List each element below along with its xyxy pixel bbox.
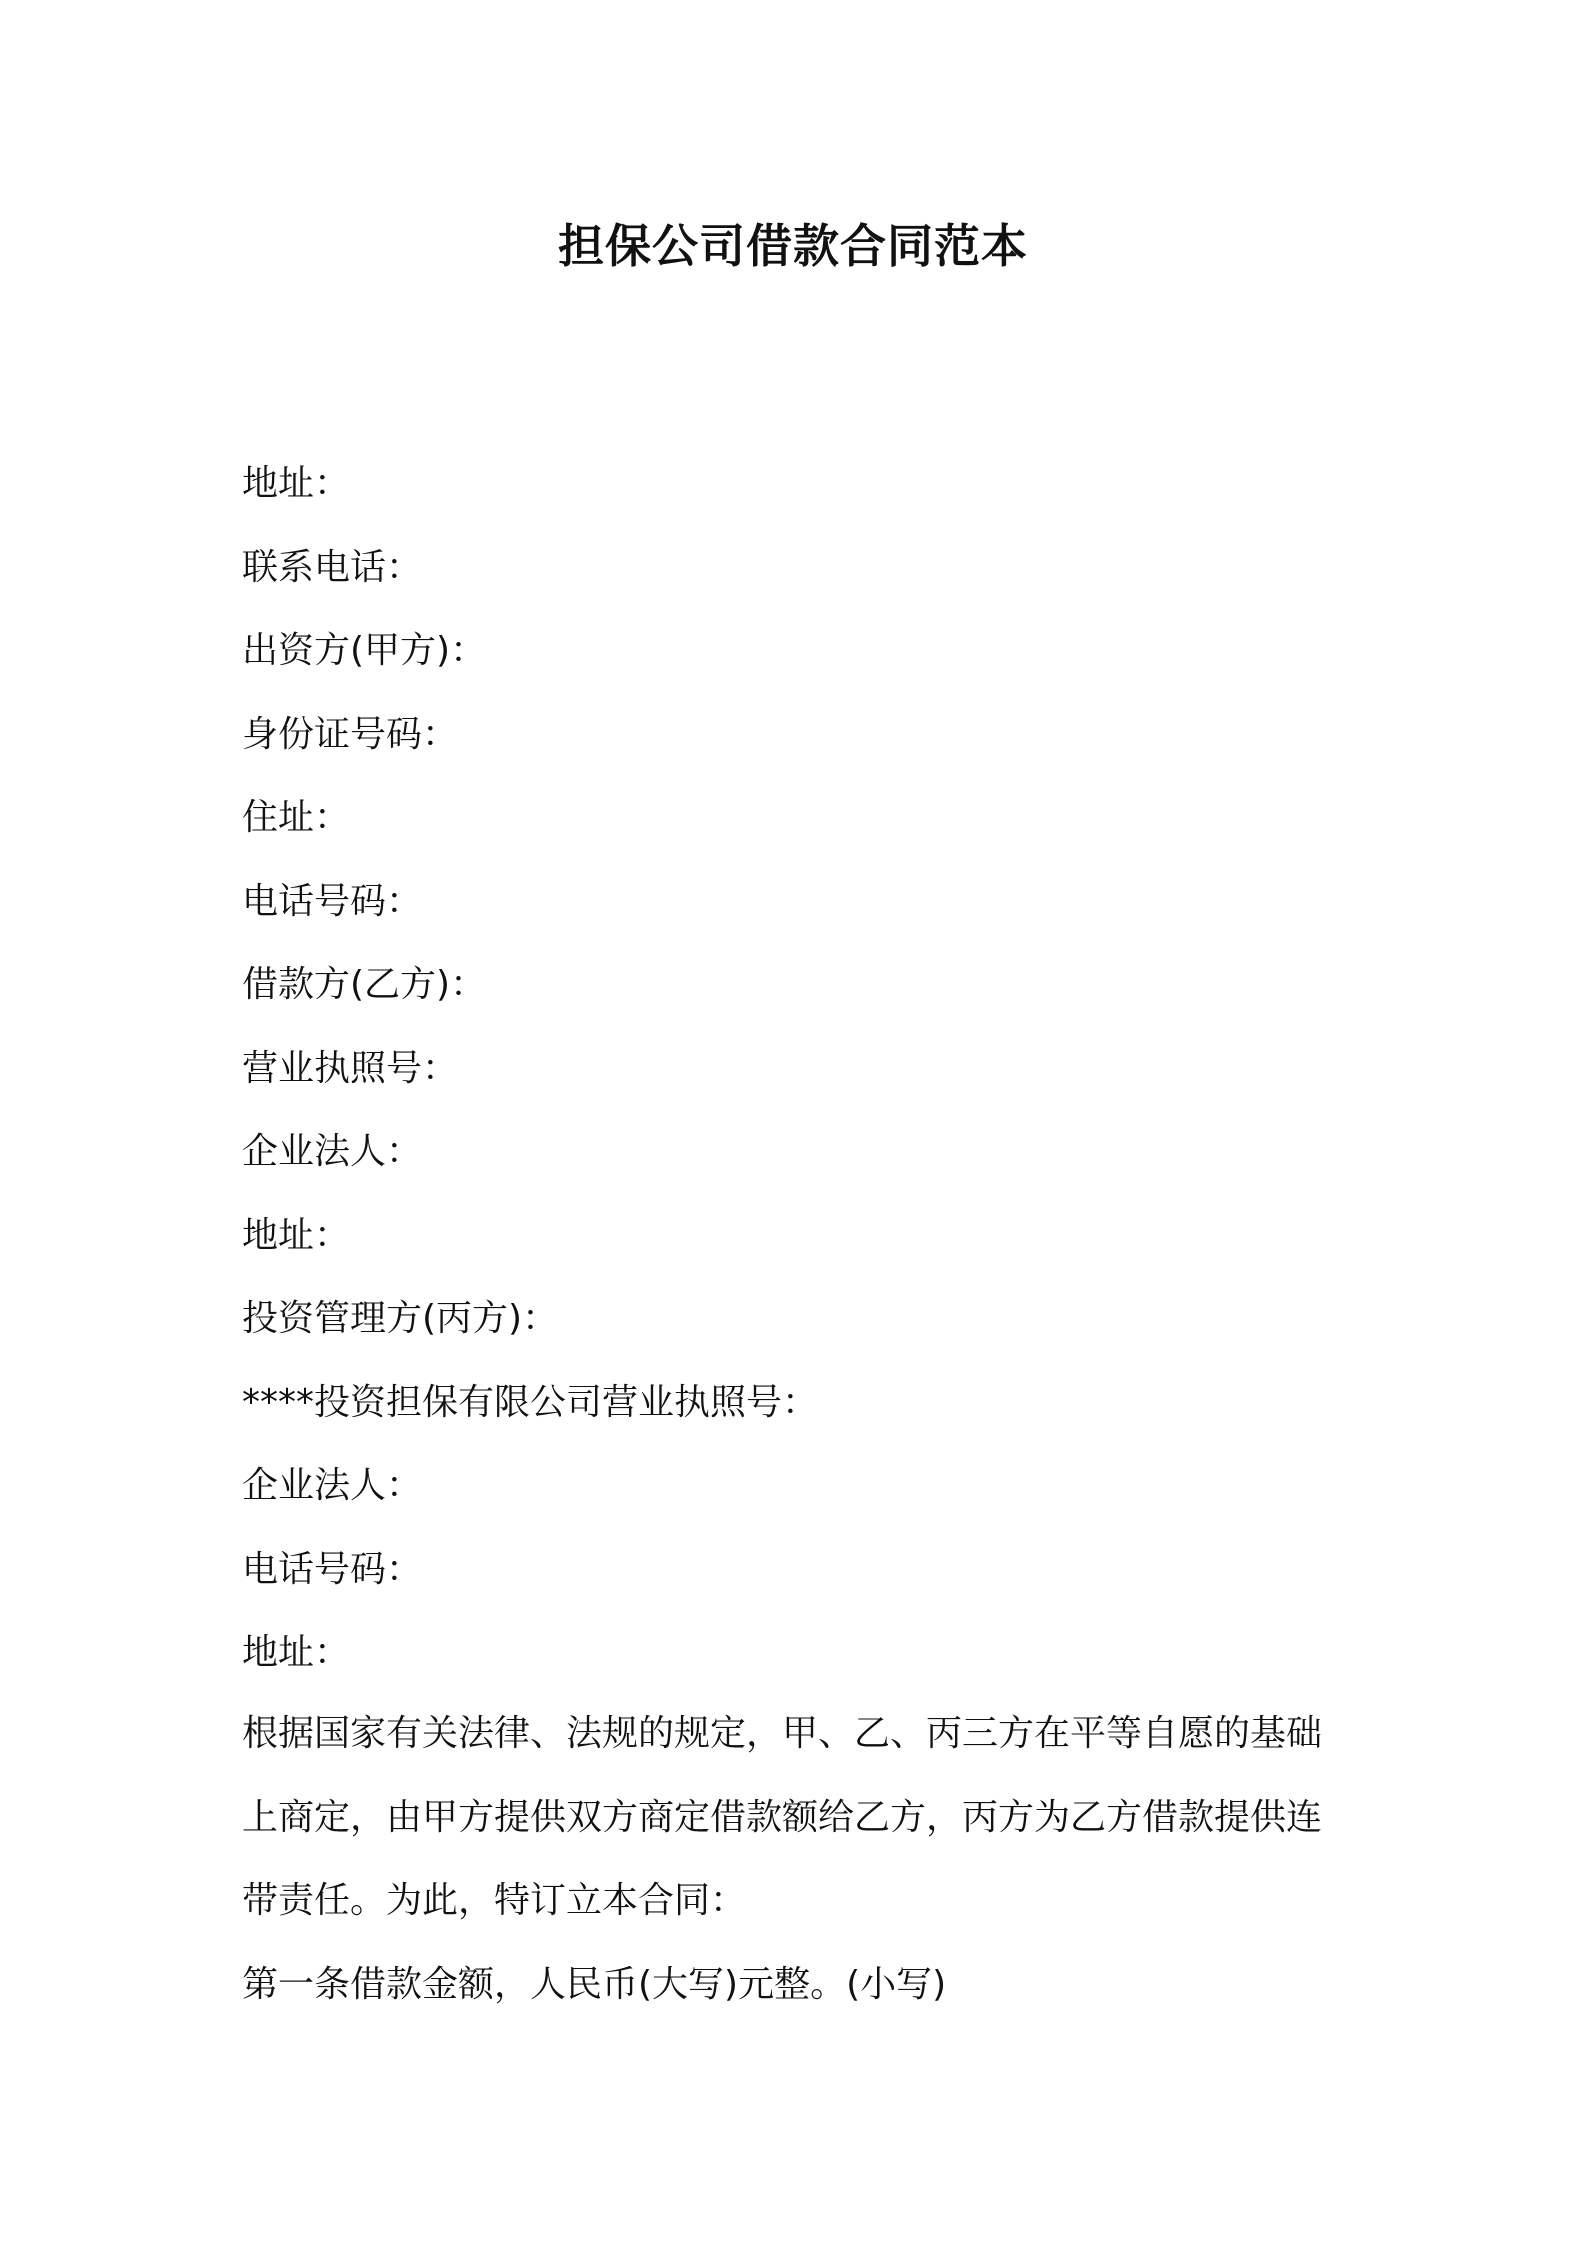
field-party-c: 投资管理方(丙方)： [242, 1298, 559, 1339]
field-party-a: 出资方(甲方)： [242, 630, 487, 671]
field-address-1: 地址： [242, 463, 351, 504]
document-title: 担保公司借款合同范本 [558, 219, 1028, 273]
clause-1-loan-amount: 第一条借款金额，人民币(大写)元整。(小写) [242, 1963, 947, 2005]
field-legal-person-2: 企业法人： [242, 1465, 423, 1506]
field-party-b: 借款方(乙方)： [242, 964, 487, 1005]
field-address-2: 地址： [242, 1214, 351, 1256]
paragraph-line: 带责任。为此，特订立本合同： [242, 1880, 747, 1921]
party-info-fields [242, 442, 1362, 1695]
field-id-number: 身份证号码： [242, 713, 459, 755]
field-legal-person-1: 企业法人： [242, 1131, 423, 1172]
field-address-3: 地址： [242, 1632, 351, 1673]
field-guarantee-company-license: ****投资担保有限公司营业执照号： [242, 1381, 819, 1423]
field-contact-phone: 联系电话： [242, 546, 423, 588]
field-phone-number-1: 电话号码： [242, 880, 423, 922]
field-phone-number-2: 电话号码： [242, 1548, 423, 1590]
preamble-paragraph [242, 1692, 1362, 2026]
field-residence: 住址： [242, 797, 351, 838]
paragraph-line: 上商定，由甲方提供双方商定借款额给乙方，丙方为乙方借款提供连 [242, 1796, 1323, 1838]
paragraph-line: 根据国家有关法律、法规的规定，甲、乙、丙三方在平等自愿的基础 [242, 1713, 1323, 1754]
field-business-license: 营业执照号： [242, 1047, 459, 1089]
